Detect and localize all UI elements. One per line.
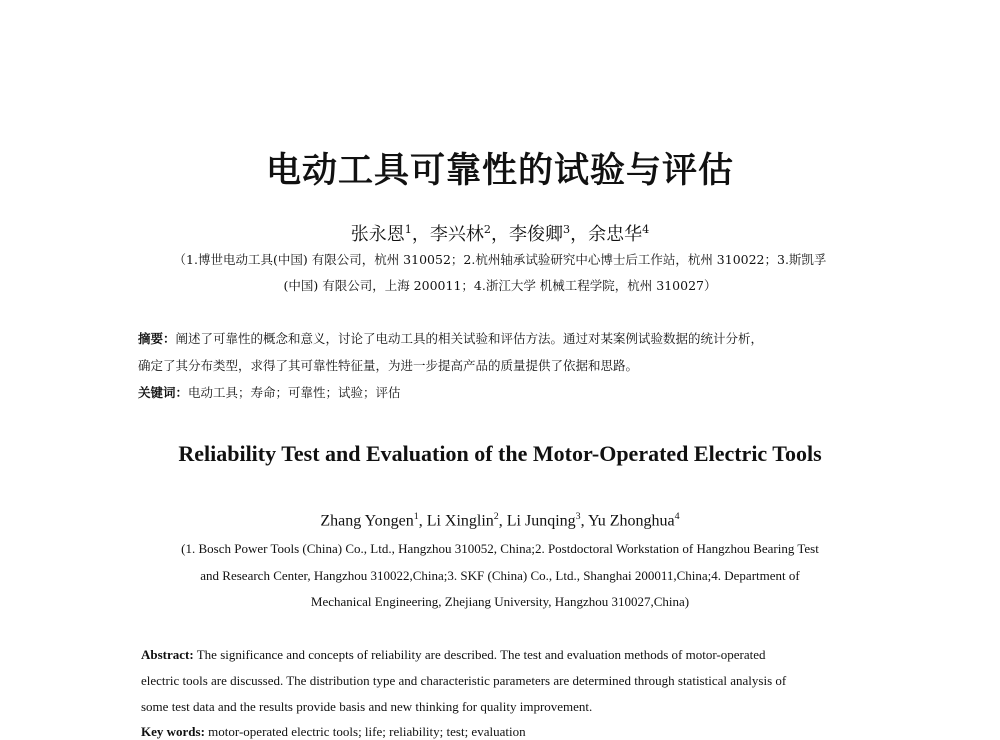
abstract-chinese xyxy=(138,329,878,347)
author-name: 张永恩 xyxy=(350,224,405,245)
abstract-label-chinese: 摘要： xyxy=(138,331,176,346)
author-separator: , xyxy=(580,512,588,530)
keywords-label-english: Key words: xyxy=(141,724,205,739)
author-name: 李兴林 xyxy=(429,224,484,245)
author-name: Li Xinglin xyxy=(426,512,494,530)
author-name: 余忠华 xyxy=(588,224,643,245)
abstract-text-line: 确定了其分布类型，求得了其可靠性特征量，为进一步提高产品的质量提供了依据和思路。 xyxy=(138,358,639,373)
keywords-label-chinese: 关键词： xyxy=(138,385,189,400)
author-separator: , xyxy=(498,512,507,530)
affiliation-line-english: Mechanical Engineering, Zhejiang University, Hangzhou 310027,China) xyxy=(310,594,690,609)
affiliation-marker: 3 xyxy=(575,511,581,522)
author-list-chinese xyxy=(0,220,1000,246)
paper-title-chinese: 电动工具可靠性的试验与评估 xyxy=(265,150,734,191)
affiliation-marker: 2 xyxy=(483,223,491,236)
abstract-text-line: electric tools are discussed. The distribution type and characteristic parameters are determined through statistical analysis of xyxy=(141,673,787,688)
keywords-english xyxy=(141,724,881,740)
affiliation-marker: 4 xyxy=(674,511,680,522)
author-name: 李俊卿 xyxy=(509,224,563,245)
affiliation-line-english: (1. Bosch Power Tools (China) Co., Ltd., Hangzhou 310052, China;2. Postdoctoral Workstation of Hangzhou Bearing Test xyxy=(181,541,819,556)
author-list-english xyxy=(0,511,1000,530)
abstract-label-english: Abstract: xyxy=(141,647,194,662)
affiliation-marker: 2 xyxy=(493,511,499,522)
author-name: Li Junqing xyxy=(506,512,576,530)
keywords-text: motor-operated electric tools; life; reliability; test; evaluation xyxy=(208,724,526,739)
author-separator: ， xyxy=(411,224,430,245)
abstract-text-line: The significance and concepts of reliability are described. The test and evaluation methods of motor-operated xyxy=(196,647,766,662)
author-name: Yu Zhonghua xyxy=(588,512,675,530)
affiliation-line-chinese: （1.博世电动工具(中国) 有限公司，杭州 310052；2.杭州轴承试验研究中心博士后工作站，杭州 310022；3.斯凯孚 xyxy=(173,252,827,267)
affiliation-marker: 3 xyxy=(563,223,571,236)
author-separator: ， xyxy=(570,224,589,245)
abstract-english xyxy=(141,647,881,663)
keywords-chinese xyxy=(138,383,878,401)
author-separator: ， xyxy=(491,224,509,245)
affiliation-marker: 1 xyxy=(404,223,412,236)
keywords-text: 电动工具；寿命；可靠性；试验；评估 xyxy=(188,385,401,400)
affiliation-marker: 1 xyxy=(413,511,419,522)
author-separator: , xyxy=(418,512,427,530)
affiliation-marker: 4 xyxy=(642,223,650,236)
author-name: Zhang Yongen xyxy=(320,512,414,530)
abstract-text-line: 阐述了可靠性的概念和意义，讨论了电动工具的相关试验和评估方法。通过对某案例试验数据的统计分析， xyxy=(175,331,764,346)
paper-title-english: Reliability Test and Evaluation of the Motor-Operated Electric Tools xyxy=(178,441,822,466)
affiliation-line-english: and Research Center, Hangzhou 310022,China;3. SKF (China) Co., Ltd., Shanghai 200011,China;4. Department of xyxy=(200,568,800,583)
abstract-text-line: some test data and the results provide basis and new thinking for quality improvement. xyxy=(141,699,593,714)
affiliation-line-chinese: (中国) 有限公司，上海 200011；4.浙江大学 机械工程学院，杭州 310027） xyxy=(283,278,717,293)
